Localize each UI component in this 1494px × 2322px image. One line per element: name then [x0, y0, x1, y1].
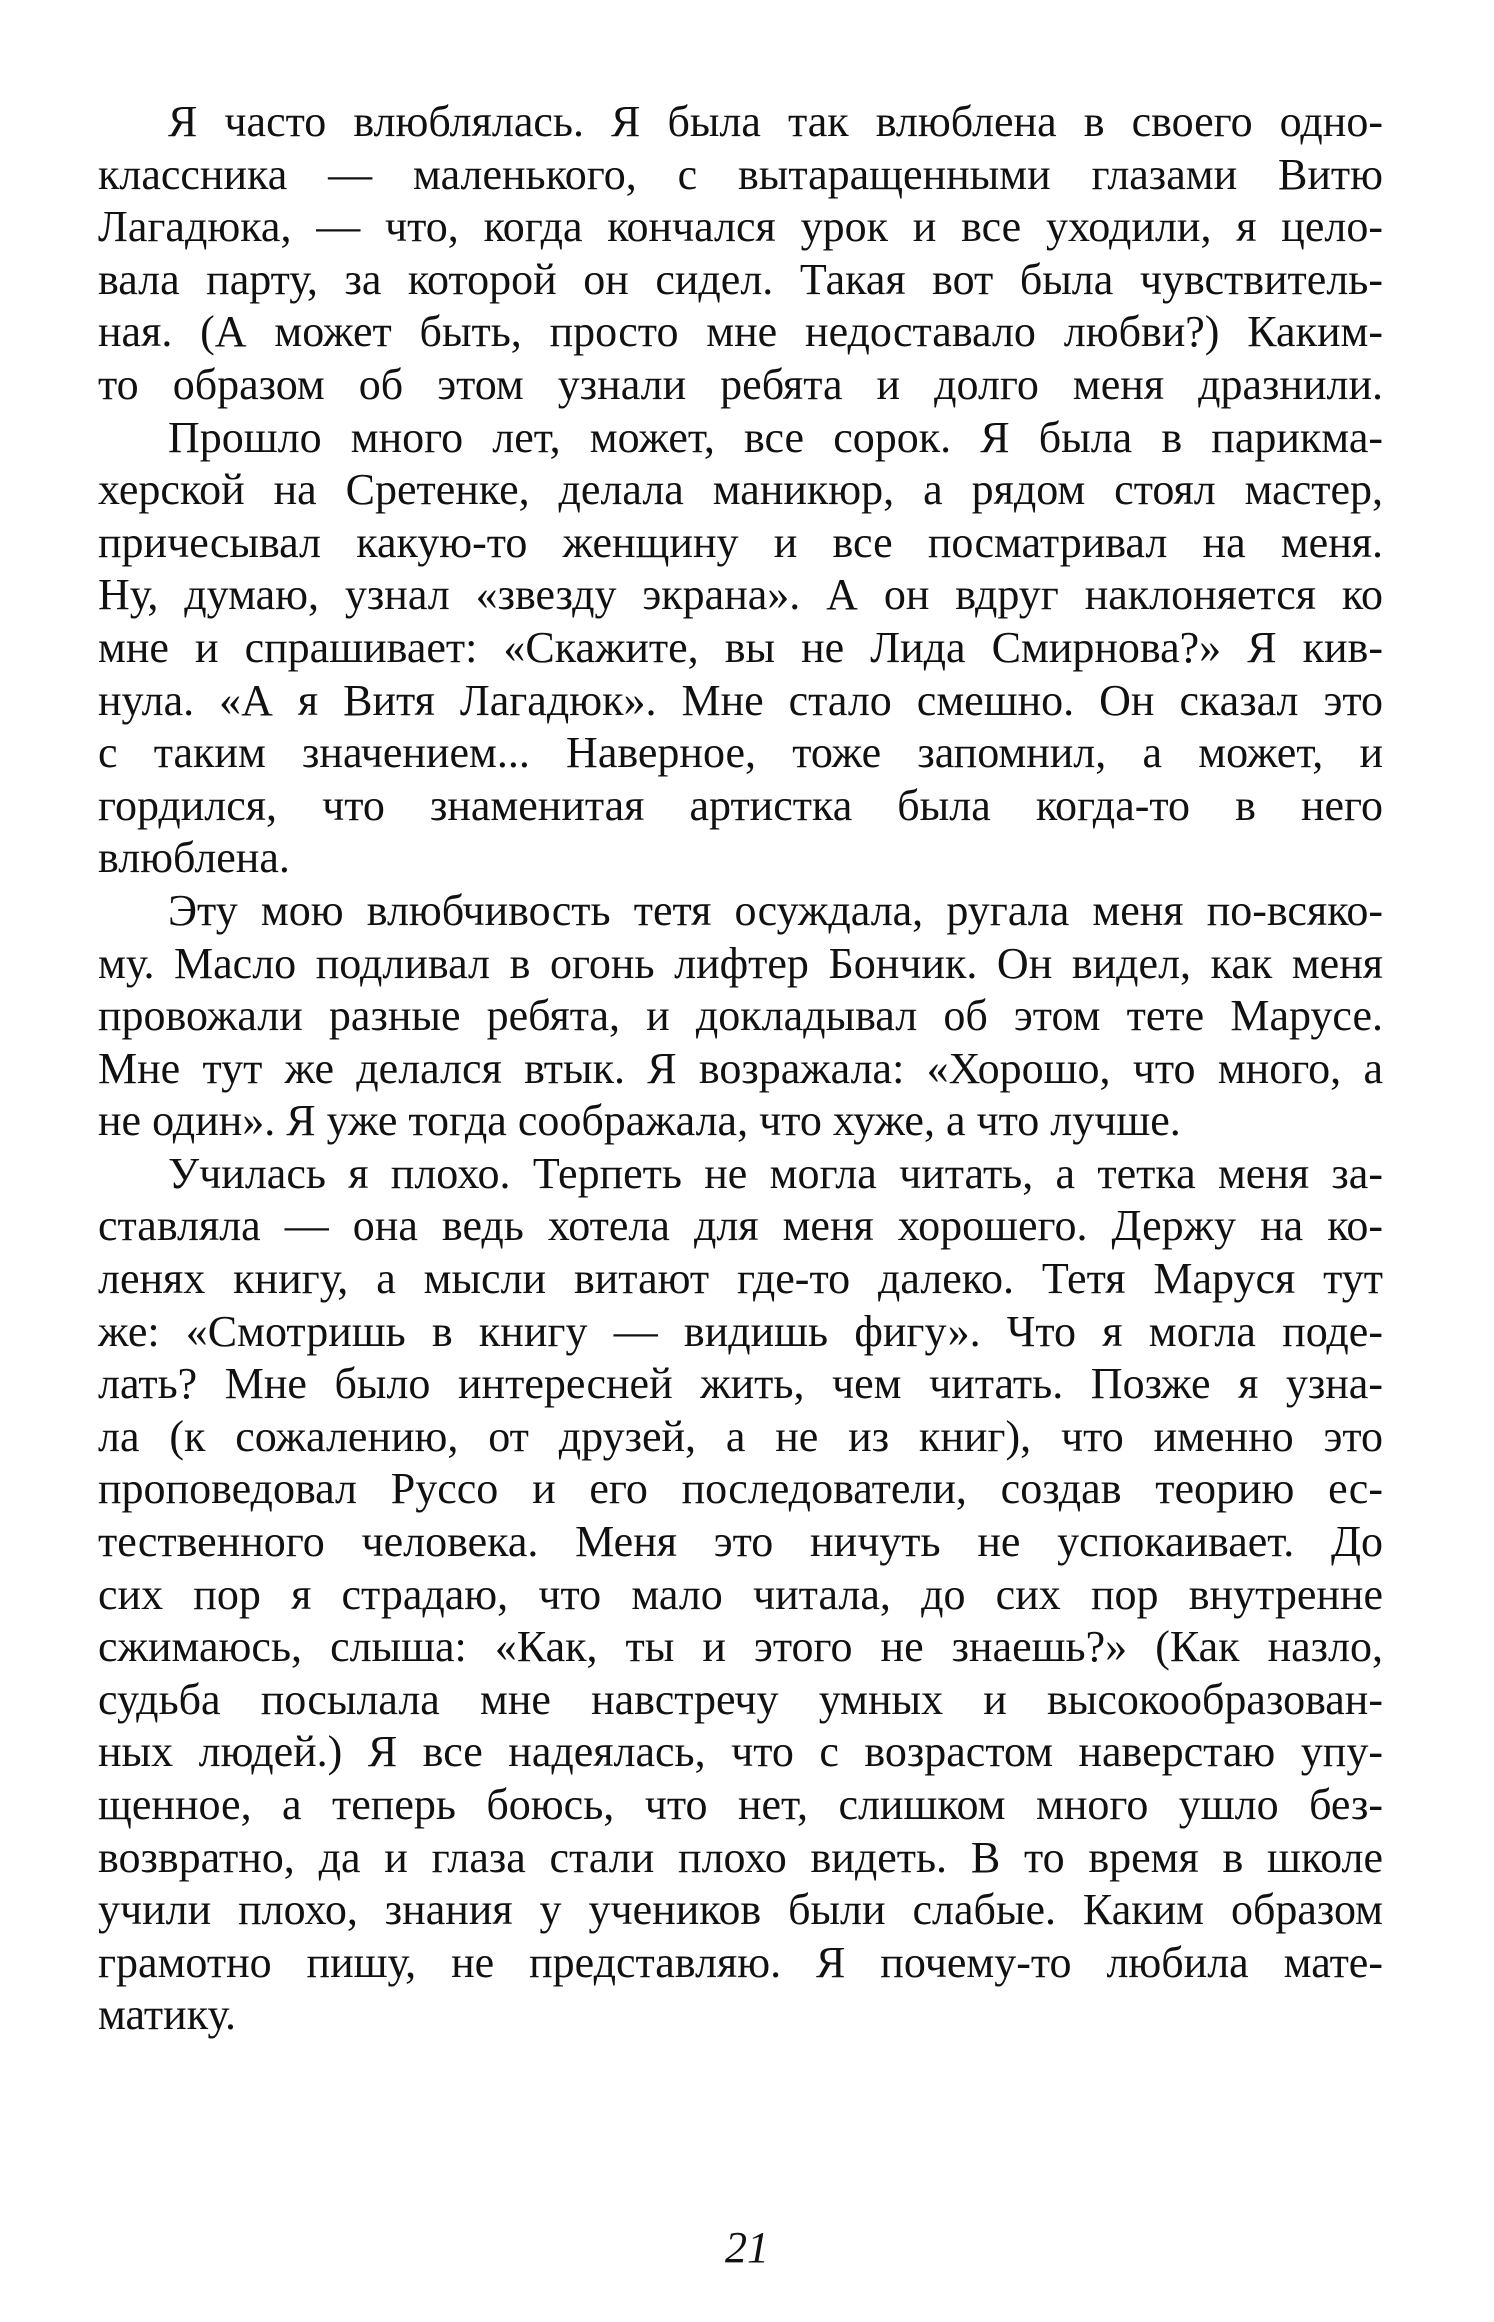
text-line: влюблена.: [98, 833, 290, 883]
text-line: Лагадюка, — что, когда кончался урок и все уходили, я цело-: [98, 202, 1383, 252]
text-line: проповедовал Руссо и его последователи, создав теорию ес-: [98, 1464, 1383, 1514]
text-line: не один». Я уже тогда соображала, что хуже, а что лучше.: [98, 1096, 1181, 1146]
text-line: нула. «А я Витя Лагадюк». Мне стало смешно. Он сказал это: [98, 675, 1383, 725]
text-line: мне и спрашивает: «Скажите, вы не Лида Смирнова?» Я кив-: [98, 622, 1383, 672]
text-line: Училась я плохо. Терпеть не могла читать, а тетка меня за-: [168, 1148, 1383, 1198]
text-line: ставляла — она ведь хотела для меня хорошего. Держу на ко-: [98, 1201, 1383, 1251]
text-line: возвратно, да и глаза стали плохо видеть. В то время в школе: [98, 1832, 1383, 1882]
text-line: то образом об этом узнали ребята и долго меня дразнили.: [98, 359, 1383, 409]
text-line: сжимаюсь, слыша: «Как, ты и этого не знаешь?» (Как назло,: [98, 1622, 1383, 1672]
text-line: матику.: [98, 1990, 237, 2040]
text-line: щенное, а теперь боюсь, что нет, слишком много ушло без-: [98, 1780, 1383, 1829]
text-line: судьба посылала мне навстречу умных и высокообразован-: [98, 1674, 1383, 1724]
page-number: 21: [725, 2223, 769, 2272]
text-line: Я часто влюблялась. Я была так влюблена в своего одно-: [168, 97, 1383, 146]
text-line: учили плохо, знания у учеников были слабые. Каким образом: [98, 1885, 1383, 1935]
text-line: Прошло много лет, может, все сорок. Я была в парикма-: [168, 412, 1383, 462]
text-line: Эту мою влюбчивость тетя осуждала, ругала меня по-всяко-: [168, 885, 1383, 935]
text-line: Ну, думаю, узнал «звезду экрана». А он вдруг наклоняется ко: [98, 570, 1383, 620]
text-line: ленях книгу, а мысли витают где-то далеко. Тетя Маруся тут: [98, 1254, 1383, 1304]
text-line: гордился, что знаменитая артистка была когда-то в него: [98, 780, 1383, 830]
text-line: вала парту, за которой он сидел. Такая вот была чувствитель-: [98, 254, 1383, 304]
text-line: лать? Мне было интересней жить, чем читать. Позже я узна-: [98, 1359, 1383, 1409]
text-line: Мне тут же делался втык. Я возражала: «Хорошо, что много, а: [98, 1043, 1383, 1093]
text-line: ных людей.) Я все надеялась, что с возрастом наверстаю упу-: [98, 1727, 1383, 1777]
text-line: провожали разные ребята, и докладывал об этом тете Марусе.: [98, 991, 1383, 1041]
text-line: причесывал какую-то женщину и все посматривал на меня.: [98, 517, 1383, 567]
text-line: херской на Сретенке, делала маникюр, а рядом стоял мастер,: [98, 465, 1383, 515]
text-line: ла (к сожалению, от друзей, а не из книг), что именно это: [98, 1411, 1383, 1461]
text-line: с таким значением... Наверное, тоже запомнил, а может, и: [98, 728, 1383, 778]
text-line: классника — маленького, с вытаращенными глазами Витю: [98, 149, 1383, 199]
body-text: [98, 96, 1383, 2042]
text-line: тественного человека. Меня это ничуть не успокаивает. До: [98, 1517, 1383, 1567]
text-line: ная. (А может быть, просто мне недоставало любви?) Каким-: [98, 307, 1383, 357]
text-line: сих пор я страдаю, что мало читала, до сих пор внутренне: [98, 1569, 1383, 1619]
text-line: грамотно пишу, не представляю. Я почему-то любила мате-: [98, 1937, 1383, 1987]
text-line: же: «Смотришь в книгу — видишь фигу». Что я могла поде-: [98, 1306, 1383, 1356]
text-line: му. Масло подливал в огонь лифтер Бончик. Он видел, как меня: [98, 938, 1383, 988]
